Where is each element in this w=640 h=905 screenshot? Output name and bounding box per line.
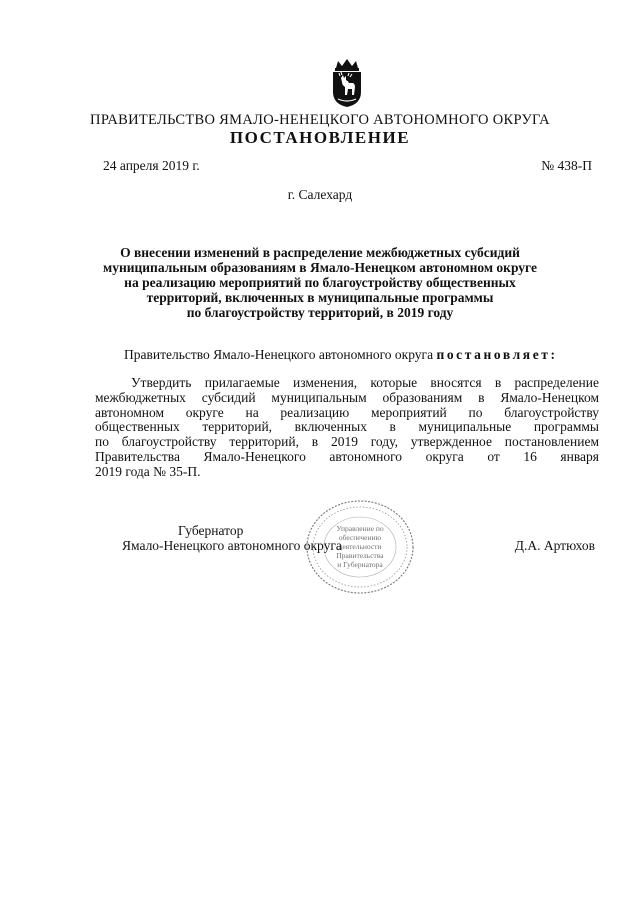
subject-line: территорий, включенных в муниципальные программы <box>146 290 494 305</box>
body-line: Утвердить прилагаемые изменения, которые вносятся в распределение <box>131 375 599 390</box>
document-type-title: ПОСТАНОВЛЕНИЕ <box>229 128 411 147</box>
body-line: межбюджетных субсидий муниципальным образованиям в Ямало-Ненецком <box>95 389 599 405</box>
body-paragraph <box>95 376 599 480</box>
body-line: общественных территорий, включенных в муниципальные программы <box>95 419 599 435</box>
coat-of-arms-icon <box>328 58 366 108</box>
signatory-name: Д.А. Артюхов <box>514 538 595 553</box>
subject-line: по благоустройству территорий, в 2019 году <box>186 305 454 320</box>
document-city: г. Салехард <box>287 187 353 202</box>
svg-text:обеспечению: обеспечению <box>338 533 382 542</box>
preamble <box>124 347 558 363</box>
body-line: автономном округе на реализацию мероприятий по благоустройству <box>95 404 599 420</box>
government-name: ПРАВИТЕЛЬСТВО ЯМАЛО-НЕНЕЦКОГО АВТОНОМНОГО ОКРУГА <box>90 112 550 128</box>
body-line: по благоустройству территорий, в 2019 году, утвержденное постановлением <box>95 434 599 450</box>
signatory-title-line2: Ямало-Ненецкого автономного округа <box>122 538 342 553</box>
seal-stamp-icon <box>304 498 416 596</box>
document-subject <box>90 245 550 320</box>
subject-line: муниципальным образованиям в Ямало-Ненецком автономном округе <box>103 260 537 275</box>
body-line: 2019 года № 35-П. <box>95 463 201 479</box>
subject-line: на реализацию мероприятий по благоустройству общественных <box>124 275 516 290</box>
document-date: 24 апреля 2019 г. <box>103 158 200 173</box>
body-line: Правительства Ямало-Ненецкого автономного округа от 16 января <box>95 448 599 464</box>
subject-line: О внесении изменений в распределение межбюджетных субсидий <box>120 245 520 260</box>
decree-word: постановляет: <box>436 347 558 362</box>
document-number: № 438-П <box>541 158 592 173</box>
svg-text:Управление по: Управление по <box>336 524 384 533</box>
preamble-text: Правительство Ямало-Ненецкого автономного округа <box>124 347 437 362</box>
signatory-title: Губернатор <box>178 523 244 538</box>
svg-text:деятельности: деятельности <box>338 542 382 551</box>
svg-text:Правительства: Правительства <box>336 551 384 560</box>
svg-text:и Губернатора: и Губернатора <box>337 560 383 569</box>
